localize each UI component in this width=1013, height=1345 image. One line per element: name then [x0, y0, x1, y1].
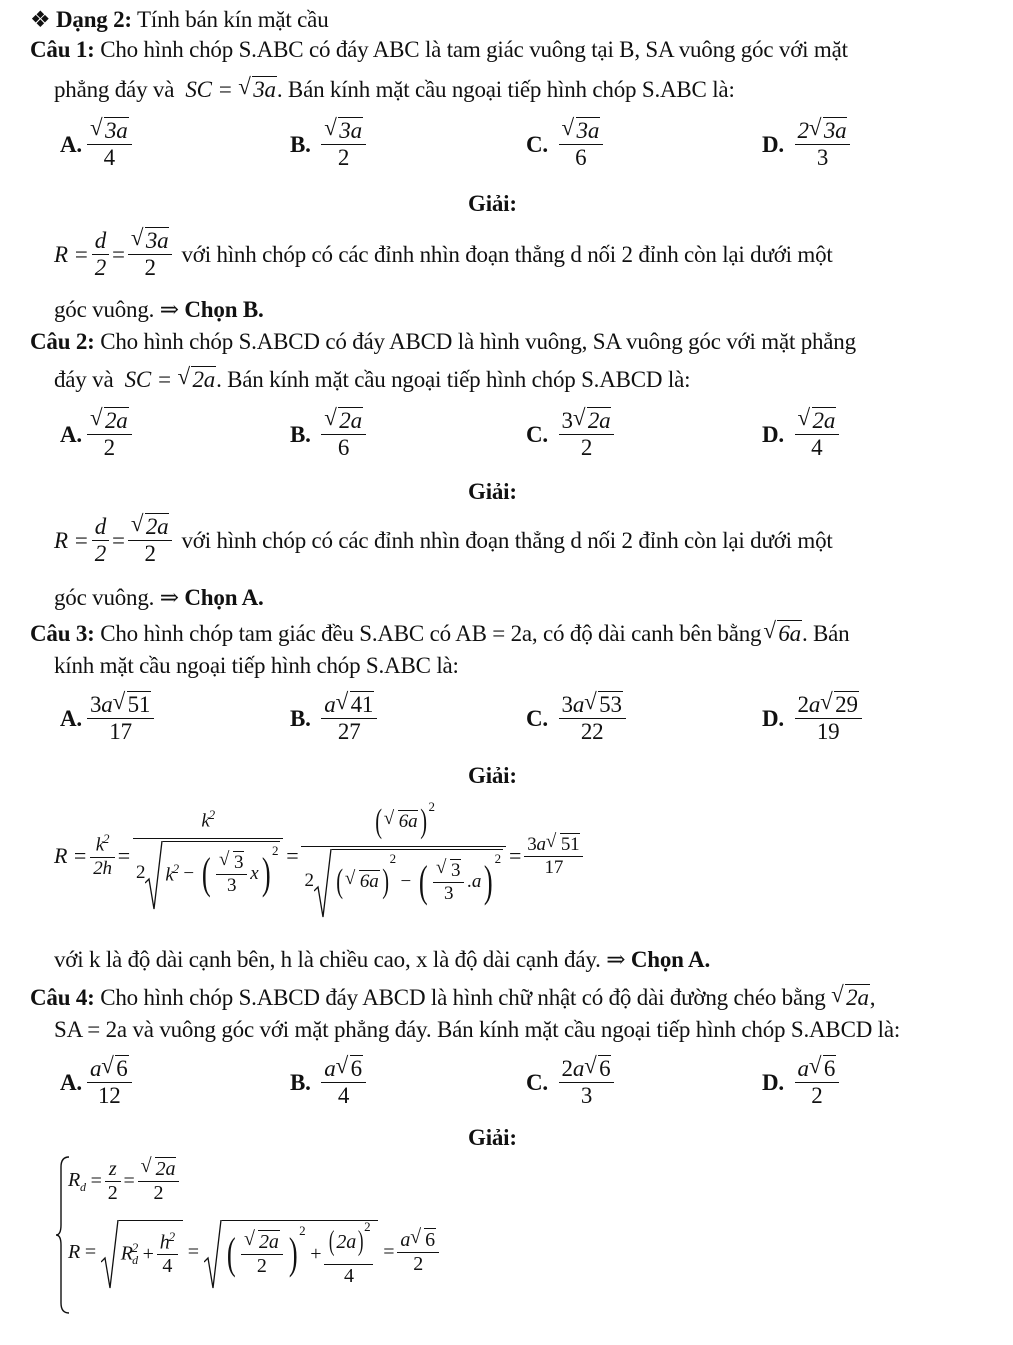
- q1-option-c[interactable]: [526, 118, 606, 172]
- section-header: [30, 6, 329, 34]
- q1-option-b[interactable]: [290, 118, 369, 172]
- q4-solution-line1: $R_d$ = $\frac{z}{2}$ = √ $\frac{2a}{2}$: [68, 1158, 182, 1205]
- option-num: 41: [350, 692, 374, 717]
- option-label: C.: [526, 705, 548, 731]
- q2-option-d[interactable]: [762, 408, 842, 462]
- option-num: 6: [599, 1056, 611, 1081]
- option-label: D.: [762, 1069, 784, 1095]
- option-num: 6: [116, 1056, 128, 1081]
- q1-text2a: phẳng đáy và: [54, 77, 175, 102]
- option-den: 2: [811, 1083, 823, 1109]
- q3-text: Cho hình chóp tam giác đều S.ABC có AB = 2a, có độ dài canh bên bằng: [100, 621, 762, 646]
- q3-option-a[interactable]: A. $\frac{3a√ 51}{17}$: [60, 692, 157, 746]
- q2-line2: [54, 366, 690, 394]
- q4-option-b[interactable]: B. $\frac{a√ 6}{4}$: [290, 1056, 369, 1110]
- option-num: 3a: [104, 118, 128, 143]
- q3-label: Câu 3:: [30, 621, 95, 646]
- option-num: 29: [835, 692, 858, 717]
- diamond-bullet-icon: ❖: [30, 7, 51, 32]
- option-den: 17: [109, 719, 132, 745]
- q3-option-d[interactable]: D. $\frac{2a√ 29}{19}$: [762, 692, 865, 746]
- q1-label: Câu 1:: [30, 37, 95, 62]
- q3-solution-end: với k là độ dài cạnh bên, h là chiều cao, x là độ dài cạnh đáy. ⇒ Chọn A.: [54, 947, 710, 972]
- q1-math-sc: SC = √ 3a: [180, 77, 277, 102]
- q1-solution-end: góc vuông. ⇒ Chọn B.: [54, 297, 264, 322]
- q3-option-b[interactable]: B. $\frac{a√ 41}{27}$: [290, 692, 380, 746]
- option-num: 6: [350, 1056, 362, 1081]
- option-label: C.: [526, 421, 548, 447]
- option-den: 4: [103, 145, 115, 171]
- option-label: D.: [762, 421, 784, 447]
- q1-line2: [54, 76, 735, 104]
- q3-solution-formula: R = $\frac{k^2}{2h}$ = $k^2$ 2 $k^2$ − ( √ $\frac{3}{3}$ x ) 2 = ( √ 6a ) 2 2 ( √ 6a ) 2 − ( √ $\frac{3}{3}$ .a ) 2 = $\frac{3a√ 51}{17}$: [54, 800, 586, 912]
- q2-label: Câu 2:: [30, 329, 95, 354]
- q2-option-a[interactable]: [60, 408, 135, 462]
- q1-solution-title: Giải:: [468, 191, 517, 216]
- q4-label: Câu 4:: [30, 985, 95, 1010]
- option-den: 6: [337, 435, 350, 461]
- option-den: 27: [337, 719, 361, 745]
- q1-choice: Chọn B.: [184, 297, 264, 322]
- q2-text2b: . Bán kính mặt cầu ngoại tiếp hình chóp S.ABCD là:: [216, 367, 691, 392]
- q4-option-c[interactable]: C. $\frac{2a√ 6}{3}$: [526, 1056, 617, 1110]
- q1-option-a[interactable]: [60, 118, 135, 172]
- q2-solution-formula: R = $\frac{d}{2}$ = √ $\frac{2a}{2}$ với hình chóp có các đỉnh nhìn đoạn thẳng d nối 2 đỉnh còn lại dưới một: [54, 514, 833, 568]
- option-label: D.: [762, 131, 784, 157]
- option-num: 2a: [812, 408, 836, 433]
- radical-icon: [145, 841, 163, 911]
- q2-option-c[interactable]: C. $\frac{3√ 2a}{2}$: [526, 408, 617, 462]
- q2-option-b[interactable]: [290, 408, 369, 462]
- radical-icon: [101, 1220, 119, 1290]
- option-den: 4: [811, 435, 823, 461]
- q1-sol-end-text: góc vuông.: [54, 297, 155, 322]
- option-label: B.: [290, 705, 311, 731]
- radical-icon: [204, 1220, 222, 1290]
- option-num: 53: [599, 692, 622, 717]
- q1-text2b: . Bán kính mặt cầu ngoại tiếp hình chóp S.ABC là:: [276, 77, 735, 102]
- q4-line2: SA = 2a và vuông góc với mặt phẳng đáy. Bán kính mặt cầu ngoại tiếp hình chóp S.ABCD là:: [54, 1017, 901, 1042]
- q4-option-a[interactable]: A. $\frac{a√ 6}{12}$: [60, 1056, 135, 1110]
- option-label: B.: [290, 421, 311, 447]
- option-label: C.: [526, 131, 548, 157]
- q3-option-c[interactable]: C. $\frac{3a√ 53}{22}$: [526, 692, 629, 746]
- q3-line2: kính mặt cầu ngoại tiếp hình chóp S.ABC là:: [54, 653, 459, 678]
- q1-solution-formula: R = $\frac{d}{2}$ = √ $\frac{3a}{2}$ với hình chóp có các đỉnh nhìn đoạn thẳng d nối 2 đỉnh còn lại dưới một: [54, 228, 833, 282]
- option-den: 2: [580, 435, 593, 461]
- option-den: 3: [580, 1083, 593, 1109]
- q3-line1: Câu 3: Cho hình chóp tam giác đều S.ABC có AB = 2a, có độ dài canh bên bằng√ 6a. Bán: [30, 620, 850, 648]
- section-label: Dạng 2:: [55, 7, 132, 32]
- q2-solution-end: góc vuông. ⇒ Chọn A.: [54, 585, 264, 610]
- option-num: 3a: [576, 118, 600, 143]
- option-label: B.: [290, 1069, 311, 1095]
- option-num: 3a: [823, 118, 847, 143]
- q3-text1b: . Bán: [801, 621, 850, 646]
- option-label: A.: [60, 131, 82, 157]
- option-label: A.: [60, 705, 82, 731]
- q2-text2a: đáy và: [54, 367, 114, 392]
- section-title: Tính bán kín mặt cầu: [137, 7, 329, 32]
- q3-solution-text: với k là độ dài cạnh bên, h là chiều cao, x là độ dài cạnh đáy.: [54, 947, 601, 972]
- option-den: 2: [337, 145, 350, 171]
- q3-solution-title: Giải:: [468, 763, 517, 788]
- option-num: 51: [127, 692, 151, 717]
- q1-line1: [30, 36, 975, 64]
- option-den: 3: [816, 145, 829, 171]
- option-label: A.: [60, 421, 82, 447]
- option-label: D.: [762, 705, 784, 731]
- option-den: 19: [816, 719, 840, 745]
- q2-choice: Chọn A.: [184, 585, 264, 610]
- q4-line1: Câu 4: Cho hình chóp S.ABCD đáy ABCD là hình chữ nhật có độ dài đường chéo bằng √ 2a,: [30, 984, 875, 1012]
- option-num: 2a: [104, 408, 128, 433]
- q4-solution-line2: R = $R^2_d$ + $\frac{h^2}{4}$ = ( √ $\frac{2a}{2}$ ) 2 + ( 2a ) 2 4 = $\frac{a√ 6}{2}$: [68, 1220, 442, 1285]
- option-num: 2a: [587, 408, 611, 433]
- q1-text: Cho hình chóp S.ABC có đáy ABC là tam giác vuông tại B, SA vuông góc với mặt: [100, 37, 848, 62]
- q4-text: Cho hình chóp S.ABCD đáy ABCD là hình chữ nhật có độ dài đường chéo bằng: [100, 985, 826, 1010]
- q2-math-sc: SC = √ 2a: [119, 367, 216, 392]
- radical-icon: [314, 849, 332, 919]
- q2-sol-end-text: góc vuông.: [54, 585, 155, 610]
- q2-text: Cho hình chóp S.ABCD có đáy ABCD là hình vuông, SA vuông góc với mặt phẳng: [100, 329, 856, 354]
- option-label: B.: [290, 131, 311, 157]
- option-den: 4: [337, 1083, 350, 1109]
- option-label: C.: [526, 1069, 548, 1095]
- option-num: 2a: [339, 408, 362, 433]
- option-num: 6: [823, 1056, 836, 1081]
- q1-option-d[interactable]: D. $\frac{2√ 3a}{3}$: [762, 118, 853, 172]
- option-label: A.: [60, 1069, 82, 1095]
- q2-solution-title: Giải:: [468, 479, 517, 504]
- q1-solution-text: với hình chóp có các đỉnh nhìn đoạn thẳng d nối 2 đỉnh còn lại dưới một: [181, 241, 833, 267]
- option-den: 2: [103, 435, 115, 461]
- option-den: 22: [580, 719, 604, 745]
- q4-solution-title: Giải:: [468, 1125, 517, 1150]
- option-den: 6: [575, 145, 587, 171]
- q2-line1: [30, 328, 975, 356]
- option-den: 12: [97, 1083, 121, 1109]
- q3-choice: Chọn A.: [630, 947, 710, 972]
- q4-option-d[interactable]: D. $\frac{a√ 6}{2}$: [762, 1056, 842, 1110]
- option-num: 3a: [339, 118, 362, 143]
- q2-solution-text: với hình chóp có các đỉnh nhìn đoạn thẳng d nối 2 đỉnh còn lại dưới một: [181, 527, 833, 553]
